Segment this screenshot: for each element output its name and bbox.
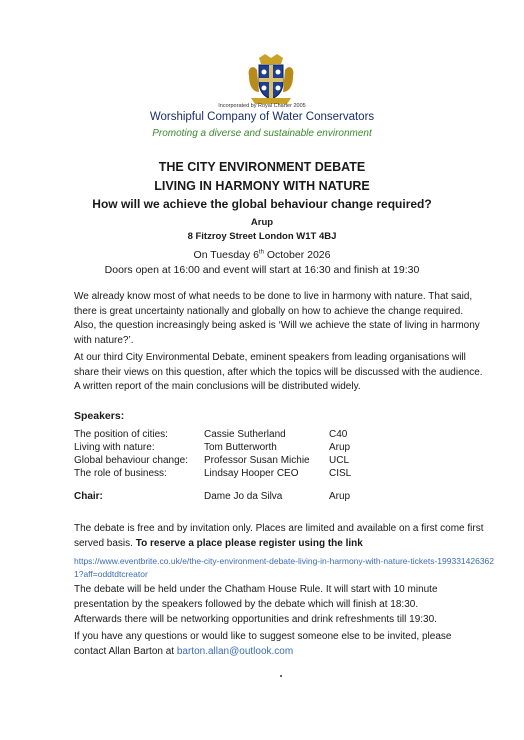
speaker-topic: The role of business: — [74, 468, 167, 479]
event-question: How will we achieve the global behaviour change required? — [92, 197, 432, 211]
speaker-name: Tom Butterworth — [204, 442, 277, 453]
venue-name: Arup — [250, 217, 274, 228]
debate-paragraph: At our third City Environmental Debate, eminent speakers from leading organisations will share their views on this question, after which the topics will be discussed with the audience. A written report of the main conclusions will be distributed widely. — [74, 352, 483, 392]
speaker-topic: Global behaviour change: — [74, 455, 188, 466]
chair-row — [74, 491, 494, 504]
speaker-topic: Living with nature: — [74, 442, 155, 453]
chair-label: Chair: — [74, 491, 103, 502]
speaker-name: Cassie Sutherland — [204, 429, 286, 440]
speaker-row — [74, 429, 494, 442]
speaker-row — [74, 455, 494, 468]
company-name: Worshipful Company of Water Conservators — [149, 111, 375, 123]
chatham-paragraph: The debate will be held under the Chatham House Rule. It will start with 10 minute presentation by the speakers followed by the debate which will finish at 18:30. — [74, 584, 438, 610]
event-date: On Tuesday 6th October 2026 — [193, 249, 331, 261]
intro-paragraph: We already know most of what needs to be done to live in harmony with nature. That said, there is great uncertainty nationally and globally on how to achieve the change required. Also, the question increasingly being asked is ‘Will we achieve the state of living in harmony with nature?’. — [74, 291, 480, 346]
speaker-org: CISL — [329, 468, 352, 479]
venue-address: 8 Fitzroy Street London W1T 4BJ — [187, 231, 337, 242]
stray-mark — [280, 675, 282, 677]
speaker-name: Lindsay Hooper CEO — [204, 468, 299, 479]
speaker-row — [74, 468, 494, 481]
registration-callout: To reserve a place please register using the link — [135, 537, 363, 549]
coat-of-arms-icon — [245, 52, 297, 106]
speaker-org: C40 — [329, 429, 348, 440]
contact-email-link[interactable]: barton.allan@outlook.com — [176, 645, 294, 657]
chair-name: Dame Jo da Silva — [204, 491, 283, 502]
registration-link[interactable]: https://www.eventbrite.co.uk/e/the-city-environment-debate-living-in-harmony-with-nature-tickets-1993314263621?aff=oddtdtcreator — [74, 556, 495, 579]
registration-paragraph: The debate is free and by invitation only. Places are limited and available on a first come first served basis. To reserve a place please register using the link — [74, 523, 484, 549]
speaker-org: UCL — [329, 455, 350, 466]
contact-paragraph: If you have any questions or would like to suggest someone else to be invited, please contact Allan Barton at barton.allan@outlook.com — [74, 631, 452, 657]
speaker-name: Professor Susan Michie — [204, 455, 310, 466]
speaker-topic: The position of cities: — [74, 429, 168, 440]
speakers-heading: Speakers: — [74, 410, 125, 422]
event-times: Doors open at 16:00 and event will start at 16:30 and finish at 19:30 — [104, 264, 420, 276]
chair-org: Arup — [329, 491, 351, 502]
networking-paragraph: Afterwards there will be networking opportunities and drink refreshments till 19:30. — [74, 614, 437, 625]
incorporated-line: Incorporated by Royal Charter 2005 — [218, 103, 306, 109]
speaker-row — [74, 442, 494, 455]
speaker-org: Arup — [329, 442, 351, 453]
event-subtitle: LIVING IN HARMONY WITH NATURE — [154, 179, 370, 193]
event-title: THE CITY ENVIRONMENT DEBATE — [158, 160, 366, 174]
company-tagline: Promoting a diverse and sustainable environment — [152, 128, 372, 139]
